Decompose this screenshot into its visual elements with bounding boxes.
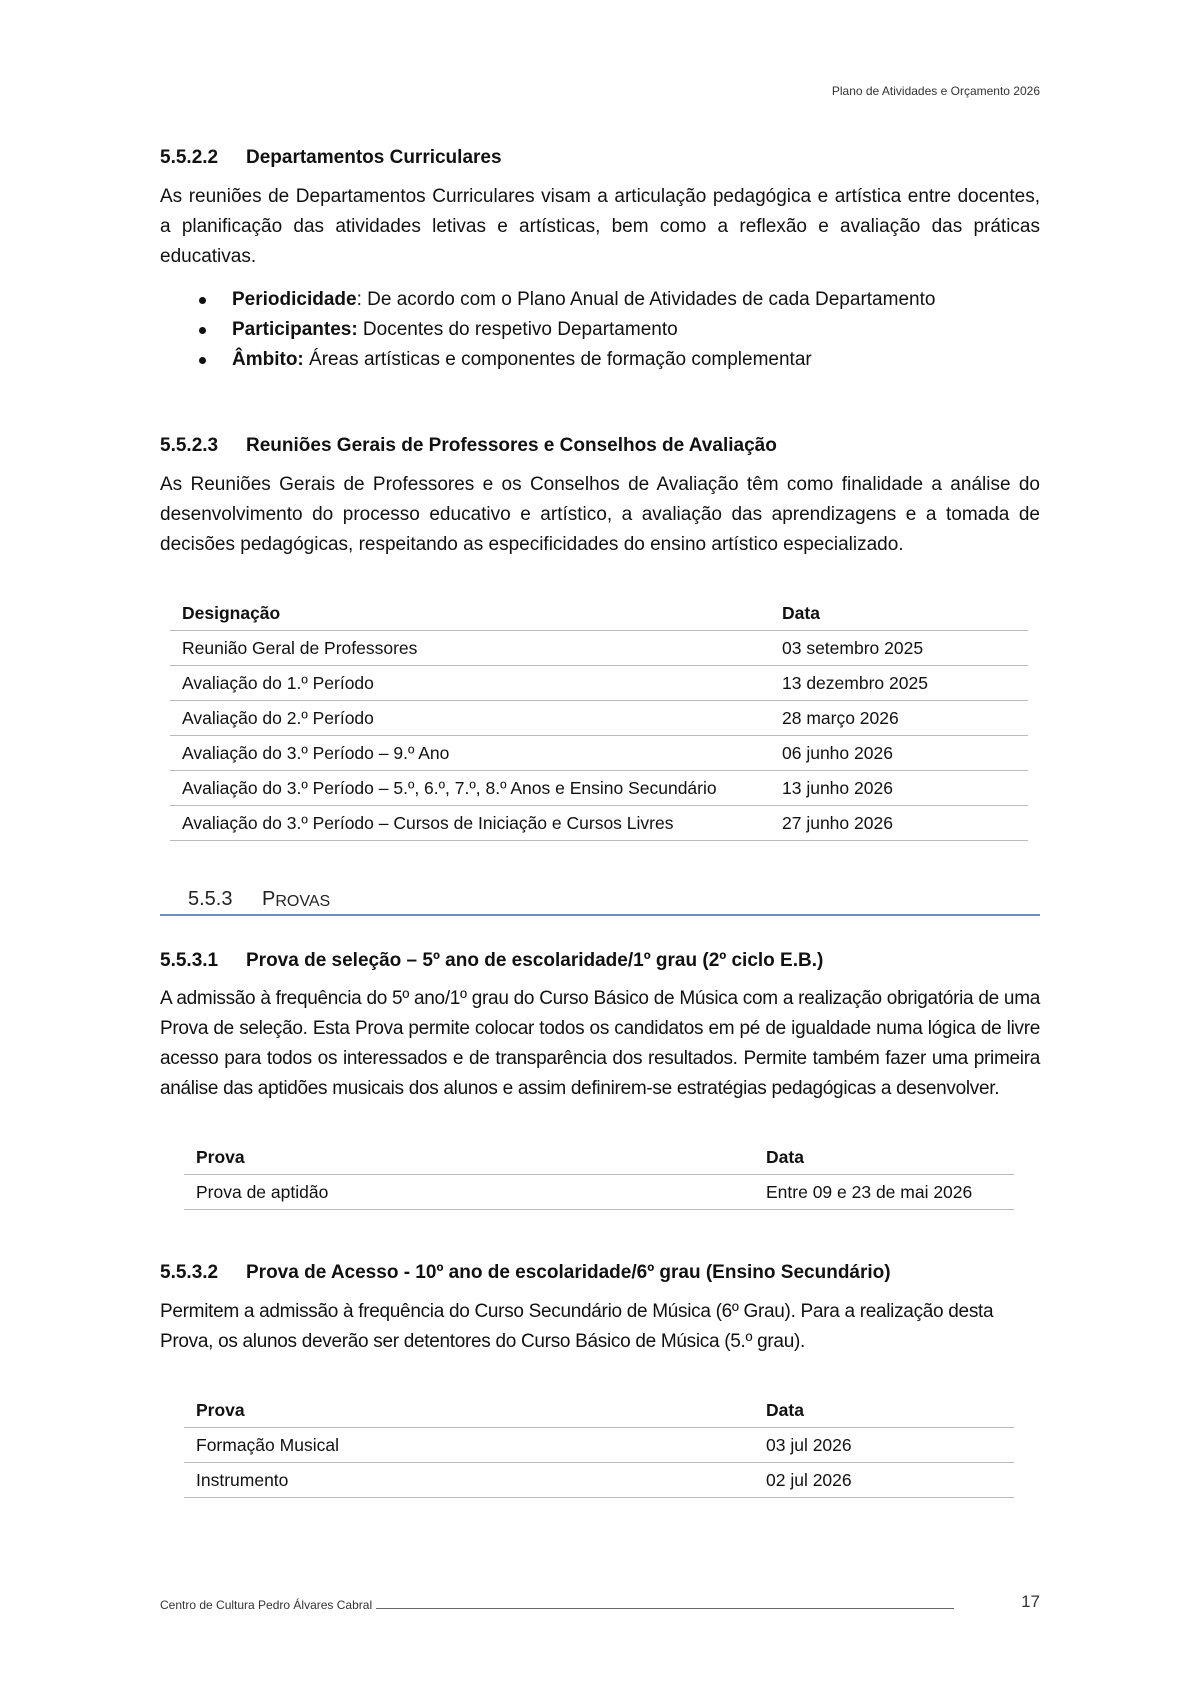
heading-title: Prova de Acesso - 10º ano de escolaridade/6º grau (Ensino Secundário) (246, 1262, 891, 1283)
heading-number: 5.5.2.3 (160, 435, 219, 456)
cell-designacao: Avaliação do 2.º Período (170, 701, 770, 736)
cell-data: Entre 09 e 23 de mai 2026 (754, 1175, 1014, 1210)
table-reunioes (170, 596, 1028, 841)
cell-data: 06 junho 2026 (770, 736, 1028, 771)
page-footer (160, 1592, 1040, 1612)
table-row (170, 701, 1028, 736)
table-prova-acesso (184, 1393, 1014, 1498)
table-header-row (184, 1393, 1014, 1428)
column-header-data: Data (754, 1393, 1014, 1428)
table-row (170, 736, 1028, 771)
cell-data: 02 jul 2026 (754, 1463, 1014, 1498)
column-header-prova: Prova (184, 1140, 754, 1175)
cell-prova: Formação Musical (184, 1428, 754, 1463)
table-row (170, 666, 1028, 701)
heading-title: Prova de seleção – 5º ano de escolaridade/1º grau (2º ciclo E.B.) (246, 950, 824, 971)
cell-designacao: Reunião Geral de Professores (170, 631, 770, 666)
table-row (184, 1175, 1014, 1210)
table-header-row (184, 1140, 1014, 1175)
heading-title-rest: ROVAS (275, 893, 331, 910)
bullet-icon (199, 297, 206, 304)
cell-data: 13 junho 2026 (770, 771, 1028, 806)
heading-number: 5.5.3 (188, 888, 233, 910)
heading-5-5-3-2 (160, 1262, 891, 1284)
bullet-label: Participantes: (232, 319, 358, 340)
table-prova-selecao (184, 1140, 1014, 1210)
cell-designacao: Avaliação do 3.º Período – Cursos de Iniciação e Cursos Livres (170, 806, 770, 841)
paragraph-prova-acesso: Permitem a admissão à frequência do Curso Secundário de Música (6º Grau). Para a realização desta Prova, os alunos deverão ser detentores do Curso Básico de Música (5.º grau). (160, 1301, 994, 1352)
cell-data: 03 setembro 2025 (770, 631, 1028, 666)
running-header: Plano de Atividades e Orçamento 2026 (831, 84, 1040, 98)
cell-designacao: Avaliação do 1.º Período (170, 666, 770, 701)
table-row (170, 806, 1028, 841)
heading-5-5-2-2 (160, 147, 502, 169)
cell-prova: Instrumento (184, 1463, 754, 1498)
footer-rule (376, 1607, 954, 1609)
heading-number: 5.5.3.1 (160, 950, 219, 971)
list-item (160, 285, 1040, 315)
heading-5-5-2-3 (160, 435, 777, 457)
bullet-text: Áreas artísticas e componentes de formação complementar (303, 349, 812, 370)
paragraph-prova-selecao: A admissão à frequência do 5º ano/1º grau do Curso Básico de Música com a realização obrigatória de uma Prova de seleção. Esta Prova permite colocar todos os candidatos em pé de igualdade numa lógica de livre acesso para todos os interessados e de transparência dos resultados. Permite também fazer uma primeira análise das aptidões musicais dos alunos e assim definirem-se estratégias pedagógicas a desenvolver. (160, 988, 1040, 1099)
heading-title-initial: P (262, 888, 276, 910)
bullet-label: Âmbito: (232, 349, 304, 370)
column-header-designacao: Designação (170, 596, 770, 631)
bullet-text: : De acordo com o Plano Anual de Atividades de cada Departamento (356, 289, 936, 310)
bullet-icon (199, 327, 206, 334)
cell-prova: Prova de aptidão (184, 1175, 754, 1210)
paragraph-departamentos: As reuniões de Departamentos Curriculares visam a articulação pedagógica e artística entre docentes, a planificação das atividades letivas e artísticas, bem como a reflexão e avaliação das práticas educativas. (160, 186, 1040, 267)
list-item (160, 315, 1040, 345)
table-row (170, 631, 1028, 666)
list-item (160, 345, 1040, 375)
cell-data: 28 março 2026 (770, 701, 1028, 736)
footer-organization: Centro de Cultura Pedro Álvares Cabral (160, 1598, 373, 1612)
cell-data: 27 junho 2026 (770, 806, 1028, 841)
bullet-icon (199, 357, 206, 364)
heading-number: 5.5.2.2 (160, 147, 219, 168)
bullet-list-departamentos (160, 285, 1040, 375)
column-header-data: Data (770, 596, 1028, 631)
table-row (184, 1463, 1014, 1498)
cell-designacao: Avaliação do 3.º Período – 5.º, 6.º, 7.º, 8.º Anos e Ensino Secundário (170, 771, 770, 806)
cell-data: 03 jul 2026 (754, 1428, 1014, 1463)
bullet-text: Docentes do respetivo Departamento (357, 319, 678, 340)
cell-designacao: Avaliação do 3.º Período – 9.º Ano (170, 736, 770, 771)
heading-5-5-3-1 (160, 950, 823, 972)
table-row (184, 1428, 1014, 1463)
heading-number: 5.5.3.2 (160, 1262, 219, 1283)
column-header-prova: Prova (184, 1393, 754, 1428)
paragraph-reunioes: As Reuniões Gerais de Professores e os Conselhos de Avaliação têm como finalidade a análise do desenvolvimento do processo educativo e artístico, a avaliação das aprendizagens e a tomada de decisões pedagógicas, respeitando as especificidades do ensino artístico especializado. (160, 474, 1040, 555)
heading-title: Departamentos Curriculares (246, 147, 502, 168)
heading-title: Reuniões Gerais de Professores e Conselhos de Avaliação (246, 435, 777, 456)
table-header-row (170, 596, 1028, 631)
cell-data: 13 dezembro 2025 (770, 666, 1028, 701)
column-header-data: Data (754, 1140, 1014, 1175)
page-number: 17 (1021, 1592, 1040, 1611)
table-row (170, 771, 1028, 806)
bullet-label: Periodicidade (232, 289, 357, 310)
heading-5-5-3 (160, 888, 1040, 916)
